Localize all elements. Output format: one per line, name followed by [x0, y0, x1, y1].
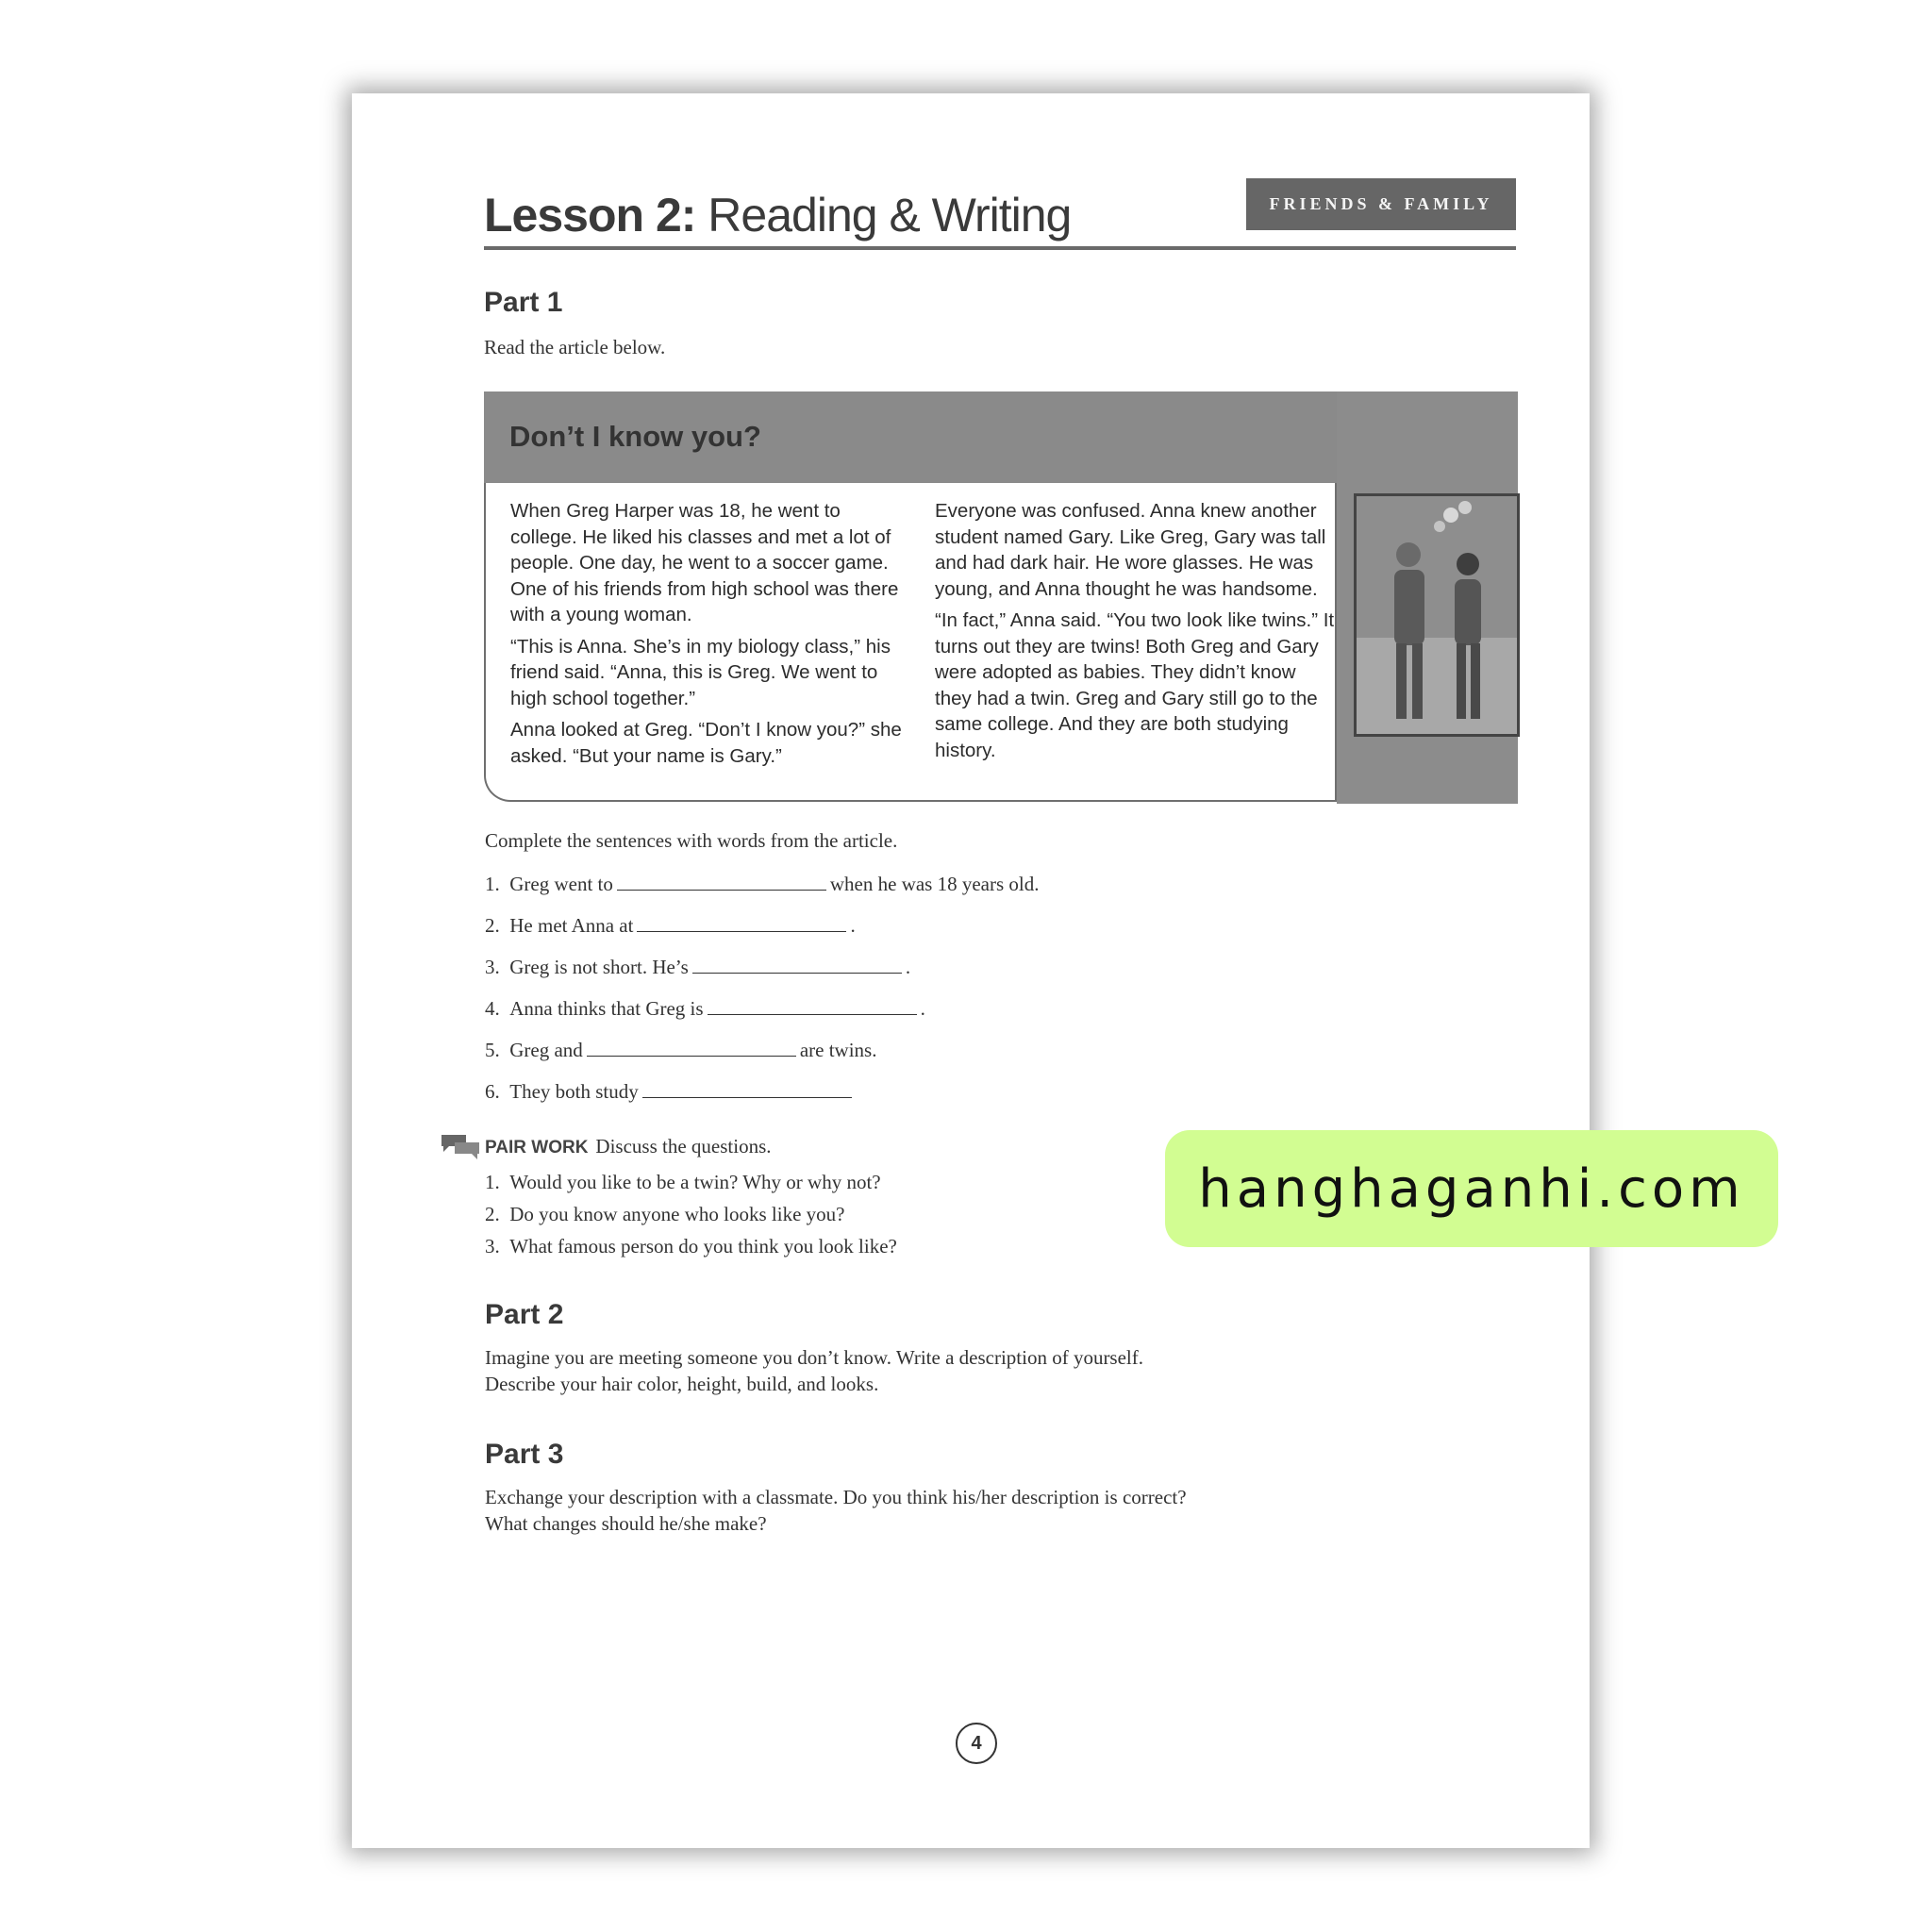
lesson-title: Lesson 2: Reading & Writing — [484, 189, 1072, 242]
part1-heading: Part 1 — [484, 287, 563, 318]
section-badge: FRIENDS & FAMILY — [1246, 178, 1516, 230]
answer-blank[interactable] — [708, 997, 917, 1015]
worksheet-page — [352, 93, 1745, 1848]
complete-item: 4. Anna thinks that Greg is . — [485, 997, 925, 1020]
complete-item: 1. Greg went to when he was 18 years old. — [485, 873, 1040, 895]
article-paragraph: Everyone was confused. Anna knew another student named Gary. Like Greg, Gary was tall and had dark hair. He wore glasses. He was young, and Anna thought he was handsome. — [935, 500, 1326, 600]
complete-item: 3. Greg is not short. He’s . — [485, 956, 911, 978]
discussion-item: 1. Would you like to be a twin? Why or why not? — [485, 1171, 881, 1193]
complete-instruction: Complete the sentences with words from the article. — [485, 829, 898, 852]
part1-instruction: Read the article below. — [484, 336, 666, 358]
part3-line2: What changes should he/she make? — [485, 1512, 767, 1535]
complete-item: 2. He met Anna at . — [485, 914, 856, 937]
article-column-2 — [935, 498, 1336, 769]
answer-blank[interactable] — [617, 873, 826, 891]
article-box — [484, 391, 1518, 804]
twins-illustration-icon — [1357, 496, 1517, 734]
part2-line2: Describe your hair color, height, build, and looks. — [485, 1373, 879, 1395]
watermark-badge: hanghaganhi.com — [1165, 1130, 1778, 1247]
article-title: Don’t I know you? — [509, 420, 761, 453]
discussion-item: 3. What famous person do you think you look like? — [485, 1235, 897, 1257]
part2-line1: Imagine you are meeting someone you don’t know. Write a description of yourself. — [485, 1346, 1144, 1369]
article-paragraph: “This is Anna. She’s in my biology class,” his friend said. “Anna, this is Greg. We went to high school together.” — [510, 635, 891, 709]
page-number: 4 — [956, 1723, 997, 1764]
discussion-item: 2. Do you know anyone who looks like you? — [485, 1203, 845, 1225]
article-paragraph: Anna looked at Greg. “Don’t I know you?” she asked. “But your name is Gary.” — [510, 719, 902, 767]
pair-work-instruction: Discuss the questions. — [595, 1135, 772, 1158]
answer-blank[interactable] — [637, 914, 846, 932]
pair-work-header — [485, 1133, 772, 1159]
pair-work-icon — [440, 1131, 481, 1161]
article-illustration — [1354, 493, 1520, 737]
answer-blank[interactable] — [587, 1039, 796, 1057]
article-paragraph: When Greg Harper was 18, he went to college. He liked his classes and met a lot of people. One day, he went to a soccer game. One of his friends from high school was there with a young woman. — [510, 500, 899, 625]
pair-work-label: PAIR WORK — [485, 1138, 589, 1158]
title-divider — [484, 246, 1516, 250]
part3-heading: Part 3 — [485, 1439, 564, 1470]
answer-blank[interactable] — [692, 956, 902, 974]
part3-line1: Exchange your description with a classmate. Do you think his/her description is correct? — [485, 1486, 1187, 1508]
article-paragraph: “In fact,” Anna said. “You two look like twins.” It turns out they are twins! Both Greg and Gary were adopted as babies. They didn’t know they had a twin. Greg and Gary still go to the same college. And they are both studying history. — [935, 609, 1335, 761]
complete-item: 6. They both study — [485, 1080, 856, 1104]
answer-blank[interactable] — [642, 1080, 852, 1098]
article-column-1 — [510, 498, 907, 774]
part2-heading: Part 2 — [485, 1299, 564, 1330]
complete-item: 5. Greg and are twins. — [485, 1039, 877, 1061]
